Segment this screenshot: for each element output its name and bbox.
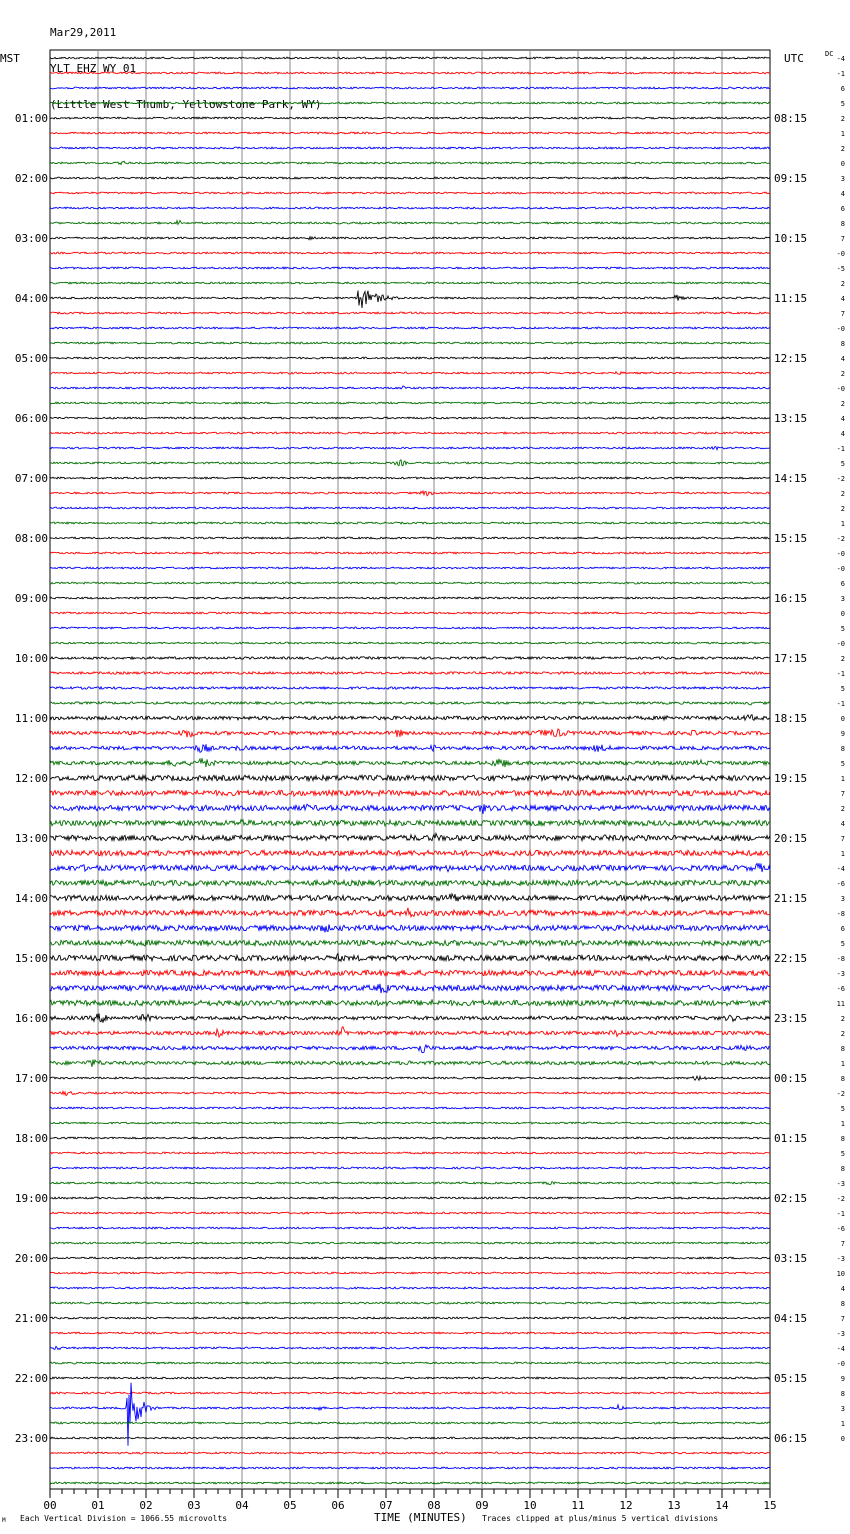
dc-offset-label: 9 — [840, 730, 845, 738]
trace-row — [50, 1317, 770, 1319]
dc-offset-label: 8 — [840, 1165, 845, 1173]
x-tick-label: 07 — [379, 1499, 393, 1512]
trace-row — [50, 1287, 770, 1289]
right-hour-label: 16:15 — [774, 592, 808, 605]
dc-offset-label: -4 — [836, 1345, 845, 1353]
left-hour-label: 18:00 — [14, 1132, 48, 1145]
right-hour-label: 06:15 — [774, 1432, 808, 1445]
dc-offset-label: 5 — [840, 625, 845, 633]
right-hour-label: 18:15 — [774, 712, 808, 725]
trace-row — [50, 552, 770, 554]
x-tick-label: 02 — [139, 1499, 153, 1512]
dc-offset-label: 0 — [840, 160, 845, 168]
right-hour-label: 03:15 — [774, 1252, 808, 1265]
trace-row — [50, 177, 770, 179]
trace-row — [50, 386, 770, 389]
dc-offset-label: 1 — [840, 1060, 845, 1068]
trace-row — [50, 1302, 770, 1304]
header-date: Mar29,2011 — [50, 26, 117, 39]
trace-row — [50, 612, 770, 614]
trace-row — [50, 1242, 770, 1244]
trace-row — [50, 833, 770, 840]
dc-offset-label: 7 — [840, 235, 845, 243]
dc-offset-label: 3 — [840, 175, 845, 183]
trace-row — [50, 597, 770, 599]
trace-row — [50, 1197, 770, 1199]
trace-row — [50, 342, 770, 344]
dc-offset-label: -4 — [836, 55, 845, 63]
dc-offset-label: -2 — [836, 1090, 845, 1098]
dc-offset-label: 8 — [840, 1390, 845, 1398]
trace-row — [50, 460, 770, 466]
x-tick-label: 15 — [763, 1499, 777, 1512]
left-hour-label: 13:00 — [14, 832, 48, 845]
dc-offset-label: -0 — [836, 325, 845, 333]
left-timezone-label: MST — [0, 52, 20, 65]
dc-offset-label: 8 — [840, 745, 845, 753]
dc-offset-label: 9 — [840, 1375, 845, 1383]
dc-offset-label: 2 — [840, 1030, 845, 1038]
right-hour-label: 09:15 — [774, 172, 808, 185]
trace-row — [50, 147, 770, 149]
x-tick-label: 05 — [283, 1499, 297, 1512]
trace-row — [50, 327, 770, 329]
left-hour-label: 21:00 — [14, 1312, 48, 1325]
left-hour-label: 07:00 — [14, 472, 48, 485]
trace-row — [50, 417, 770, 419]
dc-offset-label: 11 — [836, 1000, 845, 1008]
trace-row — [50, 1482, 770, 1484]
trace-row — [50, 1257, 770, 1259]
dc-offset-label: -5 — [836, 265, 845, 273]
header-station: YLT EHZ WY 01 — [50, 62, 137, 75]
dc-offset-label: 6 — [840, 925, 845, 933]
seismic-traces — [50, 57, 770, 1484]
dc-offset-label: -0 — [836, 565, 845, 573]
trace-row — [50, 1392, 770, 1394]
trace-row — [50, 1362, 770, 1364]
trace-row — [50, 1014, 770, 1023]
dc-offset-label: 1 — [840, 850, 845, 858]
x-tick-label: 14 — [715, 1499, 729, 1512]
left-hour-label: 03:00 — [14, 232, 48, 245]
dc-offset-label: 8 — [840, 1045, 845, 1053]
trace-row — [50, 1060, 770, 1067]
trace-row — [50, 627, 770, 629]
trace-row — [50, 940, 770, 946]
trace-row — [50, 252, 770, 254]
trace-row — [50, 507, 770, 509]
dc-offset-label: -8 — [836, 910, 845, 918]
left-hour-label: 15:00 — [14, 952, 48, 965]
right-hour-label: 08:15 — [774, 112, 808, 125]
right-timezone-label: UTC — [784, 52, 804, 65]
dc-offset-label: 2 — [840, 655, 845, 663]
trace-row — [50, 402, 770, 404]
dc-offset-label: -1 — [836, 1210, 845, 1218]
dc-offset-label: 3 — [840, 595, 845, 603]
trace-row — [50, 1422, 770, 1424]
dc-offset-label: 6 — [840, 85, 845, 93]
trace-row — [50, 87, 770, 89]
dc-offset-label: 3 — [840, 895, 845, 903]
dc-offset-label: -2 — [836, 535, 845, 543]
trace-row — [50, 1182, 770, 1185]
left-hour-label: 23:00 — [14, 1432, 48, 1445]
dc-offset-label: 5 — [840, 460, 845, 468]
dc-offset-label: -6 — [836, 880, 845, 888]
left-hour-label: 05:00 — [14, 352, 48, 365]
dc-offset-label: 2 — [840, 145, 845, 153]
trace-row — [50, 775, 770, 780]
trace-row — [50, 999, 770, 1005]
dc-offset-label: 5 — [840, 940, 845, 948]
trace-row — [50, 729, 770, 737]
dc-offset-label: 5 — [840, 1105, 845, 1113]
trace-row — [50, 1076, 770, 1080]
trace-row — [50, 491, 770, 496]
trace-row — [50, 537, 770, 539]
dc-offset-label: 1 — [840, 775, 845, 783]
right-hour-label: 13:15 — [774, 412, 808, 425]
dc-offset-label: -1 — [836, 670, 845, 678]
trace-row — [50, 702, 770, 705]
trace-row — [50, 1107, 770, 1109]
right-hour-label: 21:15 — [774, 892, 808, 905]
x-tick-label: 09 — [475, 1499, 489, 1512]
right-hour-label: 10:15 — [774, 232, 808, 245]
x-tick-label: 11 — [571, 1499, 585, 1512]
dc-offset-label: 7 — [840, 1315, 845, 1323]
hour-labels — [0, 50, 845, 1445]
dc-offset-label: 4 — [840, 415, 845, 423]
right-hour-label: 11:15 — [774, 292, 808, 305]
right-hour-label: 23:15 — [774, 1012, 808, 1025]
trace-row — [50, 1045, 770, 1053]
trace-row — [50, 237, 770, 240]
dc-offset-label: 2 — [840, 1015, 845, 1023]
right-hour-label: 00:15 — [774, 1072, 808, 1085]
trace-row — [50, 477, 770, 479]
trace-row — [50, 57, 770, 59]
trace-row — [50, 522, 770, 524]
dc-offset-label: 4 — [840, 190, 845, 198]
trace-row — [50, 1452, 770, 1454]
dc-offset-label: 1 — [840, 130, 845, 138]
trace-row — [50, 894, 770, 902]
trace-row — [50, 820, 770, 827]
left-hour-label: 02:00 — [14, 172, 48, 185]
trace-row — [50, 1332, 770, 1334]
left-hour-label: 01:00 — [14, 112, 48, 125]
left-hour-label: 20:00 — [14, 1252, 48, 1265]
dc-offset-label: -3 — [836, 970, 845, 978]
dc-offset-label: -1 — [836, 70, 845, 78]
dc-offset-label: -0 — [836, 550, 845, 558]
x-tick-label: 06 — [331, 1499, 345, 1512]
corner-mark: M — [2, 1517, 6, 1524]
left-hour-label: 08:00 — [14, 532, 48, 545]
trace-row — [50, 267, 770, 269]
dc-offset-label: 4 — [840, 355, 845, 363]
right-hour-label: 05:15 — [774, 1372, 808, 1385]
dc-offset-label: -2 — [836, 475, 845, 483]
dc-offset-label: -0 — [836, 385, 845, 393]
trace-row — [50, 924, 770, 932]
left-hour-label: 19:00 — [14, 1192, 48, 1205]
trace-row — [50, 1467, 770, 1469]
left-hour-label: 16:00 — [14, 1012, 48, 1025]
dc-offset-label: -3 — [836, 1255, 845, 1263]
trace-row — [50, 1152, 770, 1154]
trace-row — [50, 1383, 770, 1446]
dc-offset-label: 7 — [840, 1240, 845, 1248]
dc-offset-label: 1 — [840, 1120, 845, 1128]
trace-row — [50, 357, 770, 359]
trace-row — [50, 207, 770, 209]
dc-offset-label: -0 — [836, 640, 845, 648]
scale-note: Each Vertical Division = 1066.55 microvolts — [20, 1514, 228, 1523]
dc-offset-label: -3 — [836, 1330, 845, 1338]
dc-offset-label: 2 — [840, 400, 845, 408]
dc-offset-label: -6 — [836, 1225, 845, 1233]
x-tick-label: 10 — [523, 1499, 537, 1512]
trace-row — [50, 117, 770, 119]
left-hour-label: 04:00 — [14, 292, 48, 305]
right-hour-label: 15:15 — [774, 532, 808, 545]
dc-offset-label: 7 — [840, 310, 845, 318]
trace-row — [50, 447, 770, 450]
trace-row — [50, 1122, 770, 1124]
trace-row — [50, 1212, 770, 1214]
dc-offset-label: 8 — [840, 1300, 845, 1308]
trace-row — [50, 1272, 770, 1274]
right-hour-label: 19:15 — [774, 772, 808, 785]
dc-offset-label: 2 — [840, 805, 845, 813]
x-tick-label: 08 — [427, 1499, 441, 1512]
dc-offset-label: 8 — [840, 220, 845, 228]
x-tick-label: 03 — [187, 1499, 201, 1512]
trace-row — [50, 132, 770, 134]
dc-offset-label: 3 — [840, 1405, 845, 1413]
clip-note: Traces clipped at plus/minus 5 vertical divisions — [482, 1514, 719, 1523]
trace-row — [50, 657, 770, 659]
dc-offset-label: 6 — [840, 580, 845, 588]
trace-row — [50, 1137, 770, 1139]
trace-row — [50, 984, 770, 993]
dc-offset-label: -8 — [836, 955, 845, 963]
dc-offset-label: 2 — [840, 505, 845, 513]
trace-row — [50, 863, 770, 872]
trace-row — [50, 1227, 770, 1229]
dc-offset-label: 2 — [840, 115, 845, 123]
trace-row — [50, 161, 770, 164]
dc-offset-label: 0 — [840, 715, 845, 723]
left-hour-label: 17:00 — [14, 1072, 48, 1085]
dc-header-label: DC — [825, 50, 834, 58]
x-tick-label: 12 — [619, 1499, 633, 1512]
dc-offset-label: 5 — [840, 1150, 845, 1158]
trace-row — [50, 744, 770, 752]
dc-offset-label: 7 — [840, 835, 845, 843]
dc-offset-label: -0 — [836, 1360, 845, 1368]
x-tick-label: 01 — [91, 1499, 105, 1512]
dc-offset-label: 6 — [840, 205, 845, 213]
dc-offset-label: 4 — [840, 1285, 845, 1293]
trace-row — [50, 1027, 770, 1037]
trace-row — [50, 582, 770, 584]
left-hour-label: 22:00 — [14, 1372, 48, 1385]
dc-offset-label: 8 — [840, 1075, 845, 1083]
trace-row — [50, 970, 770, 976]
dc-offset-label: 7 — [840, 790, 845, 798]
right-hour-label: 14:15 — [774, 472, 808, 485]
dc-offset-label: 2 — [840, 490, 845, 498]
dc-offset-label: 5 — [840, 100, 845, 108]
dc-offset-label: 4 — [840, 430, 845, 438]
right-hour-label: 04:15 — [774, 1312, 808, 1325]
trace-row — [50, 102, 770, 104]
trace-row — [50, 192, 770, 194]
dc-offset-label: 1 — [840, 520, 845, 528]
trace-row — [50, 672, 770, 674]
trace-row — [50, 282, 770, 284]
time-axis — [43, 1489, 776, 1512]
dc-offset-label: -1 — [836, 445, 845, 453]
trace-row — [50, 1437, 770, 1439]
dc-offset-label: -2 — [836, 1195, 845, 1203]
dc-offset-label: -1 — [836, 700, 845, 708]
trace-row — [50, 687, 770, 689]
right-hour-label: 12:15 — [774, 352, 808, 365]
trace-row — [50, 1346, 770, 1349]
left-hour-label: 06:00 — [14, 412, 48, 425]
dc-offset-label: -6 — [836, 985, 845, 993]
right-hour-label: 22:15 — [774, 952, 808, 965]
dc-offset-label: 2 — [840, 370, 845, 378]
dc-offset-label: 2 — [840, 280, 845, 288]
left-hour-label: 10:00 — [14, 652, 48, 665]
trace-row — [50, 804, 770, 814]
trace-row — [50, 790, 770, 796]
dc-offset-label: 5 — [840, 685, 845, 693]
trace-row — [50, 715, 770, 721]
dc-offset-label: 10 — [836, 1270, 845, 1278]
trace-row — [50, 221, 770, 225]
trace-row — [50, 372, 770, 375]
trace-row — [50, 1091, 770, 1095]
dc-offset-label: -3 — [836, 1180, 845, 1188]
trace-row — [50, 642, 770, 644]
left-hour-label: 09:00 — [14, 592, 48, 605]
right-hour-label: 17:15 — [774, 652, 808, 665]
trace-row — [50, 908, 770, 917]
dc-offset-label: 0 — [840, 610, 845, 618]
trace-row — [50, 880, 770, 885]
trace-row — [50, 954, 770, 962]
x-tick-label: 04 — [235, 1499, 249, 1512]
dc-offset-label: 8 — [840, 1135, 845, 1143]
trace-row — [50, 1167, 770, 1169]
left-hour-label: 11:00 — [14, 712, 48, 725]
x-tick-label: 13 — [667, 1499, 681, 1512]
dc-offset-label: 5 — [840, 760, 845, 768]
dc-offset-label: -0 — [836, 250, 845, 258]
right-hour-label: 20:15 — [774, 832, 808, 845]
dc-offset-label: -4 — [836, 865, 845, 873]
header-location: (Little West Thumb, Yellowstone Park, WY) — [50, 98, 322, 111]
dc-offset-label: 8 — [840, 340, 845, 348]
trace-row — [50, 432, 770, 434]
dc-offset-label: 0 — [840, 1435, 845, 1443]
x-tick-label: 00 — [43, 1499, 57, 1512]
trace-row — [50, 758, 770, 767]
trace-row — [50, 312, 770, 314]
trace-row — [50, 567, 770, 569]
dc-offset-label: 4 — [840, 820, 845, 828]
right-hour-label: 02:15 — [774, 1192, 808, 1205]
dc-offset-label: 1 — [840, 1420, 845, 1428]
x-axis-label: TIME (MINUTES) — [374, 1511, 467, 1524]
trace-row — [50, 291, 770, 308]
left-hour-label: 12:00 — [14, 772, 48, 785]
right-hour-label: 01:15 — [774, 1132, 808, 1145]
trace-row — [50, 1377, 770, 1379]
trace-row — [50, 72, 770, 74]
dc-offset-label: 4 — [840, 295, 845, 303]
trace-row — [50, 850, 770, 855]
left-hour-label: 14:00 — [14, 892, 48, 905]
